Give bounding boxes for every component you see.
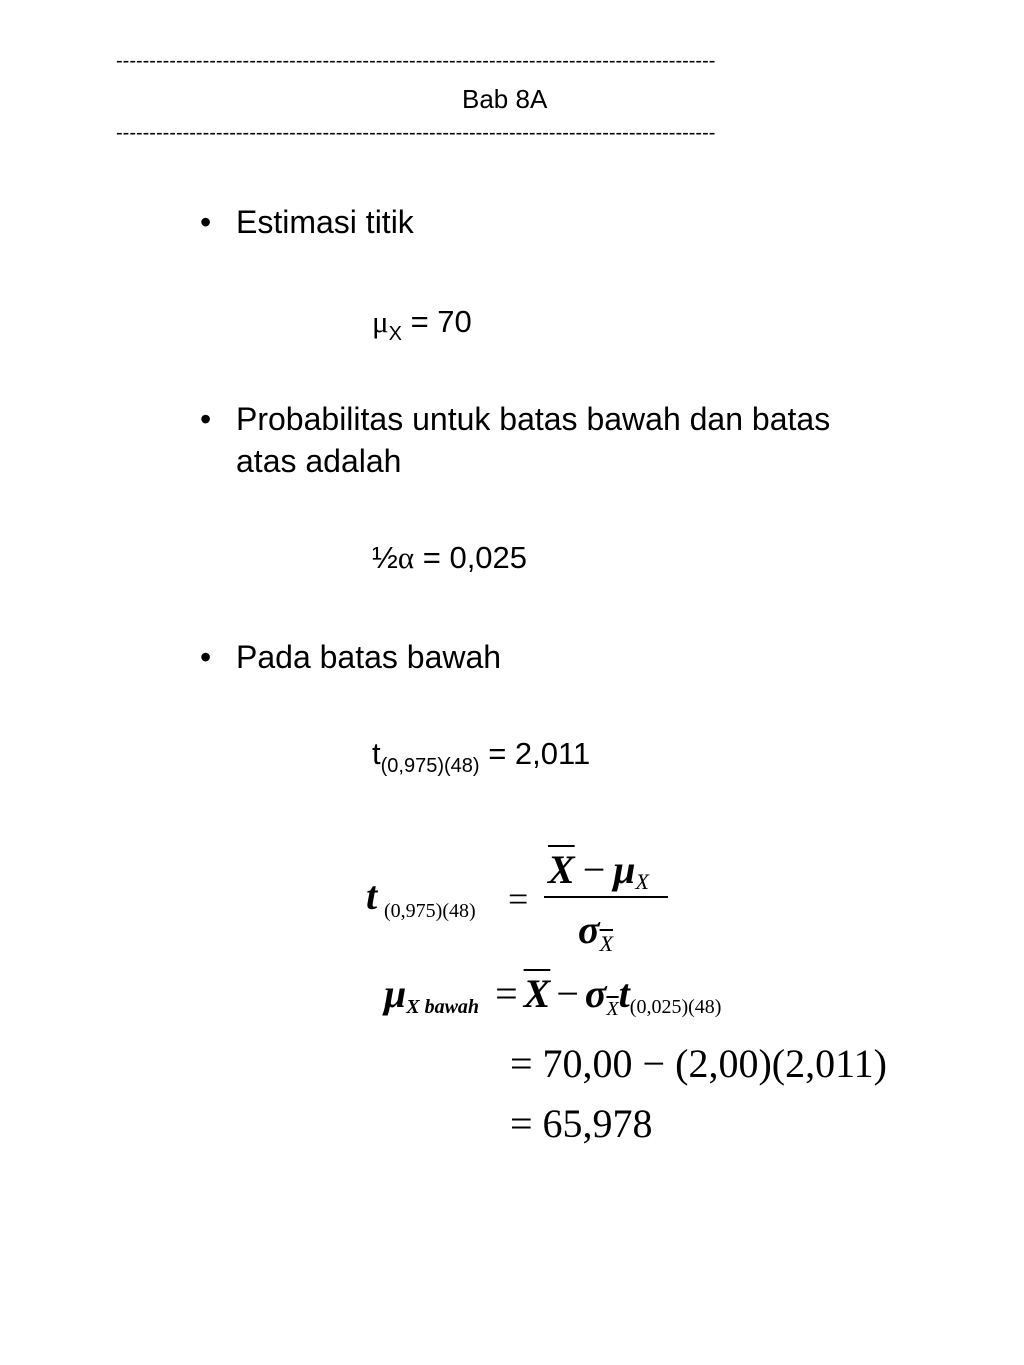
- equation-mu: $\mu_X = 70$: [372, 304, 472, 345]
- bullet-text-pada-batas-bawah: Pada batas bawah: [236, 639, 502, 675]
- formula-t-subscript: (0,975)(48): [384, 900, 476, 922]
- header-dashes-bottom: ------------------------------------------------------------------------------------------: [116, 122, 716, 144]
- bullet-text-probabilitas-line1: Probabilitas untuk batas bawah dan batas: [236, 401, 831, 437]
- formula-denominator: $\sigma_{\overline{X}}$: [578, 907, 614, 956]
- equation-t-value: $t_{(0,975)(48)} = 2,011$: [372, 736, 591, 777]
- page-title: Bab 8A: [462, 84, 548, 114]
- formula-numerator: $\overline{X} - \mu_X$: [548, 847, 649, 894]
- bullet-text-probabilitas-line2: atas adalah: [236, 443, 402, 479]
- bullet-marker: •: [200, 204, 212, 240]
- equation-alpha: ½α = 0,025: [372, 540, 528, 575]
- fraction-bar: [544, 896, 668, 898]
- formula-result: = 65,978: [510, 1101, 653, 1146]
- formula-equals: =: [508, 879, 529, 919]
- header-dashes-top: ------------------------------------------------------------------------------------------: [116, 50, 716, 72]
- bullet-marker: •: [200, 639, 212, 675]
- formula-substitution: = 70,00 − (2,00)(2,011): [510, 1041, 887, 1086]
- bullet-text-estimasi: Estimasi titik: [236, 204, 414, 240]
- formula-lower-bound: $\mu_{X bawah} = \overline{X} - \sigma_{\overline{X}}t_{(0,025)(48)}$: [384, 971, 722, 1020]
- bullet-marker: •: [200, 401, 212, 437]
- formula-t: t: [366, 873, 378, 918]
